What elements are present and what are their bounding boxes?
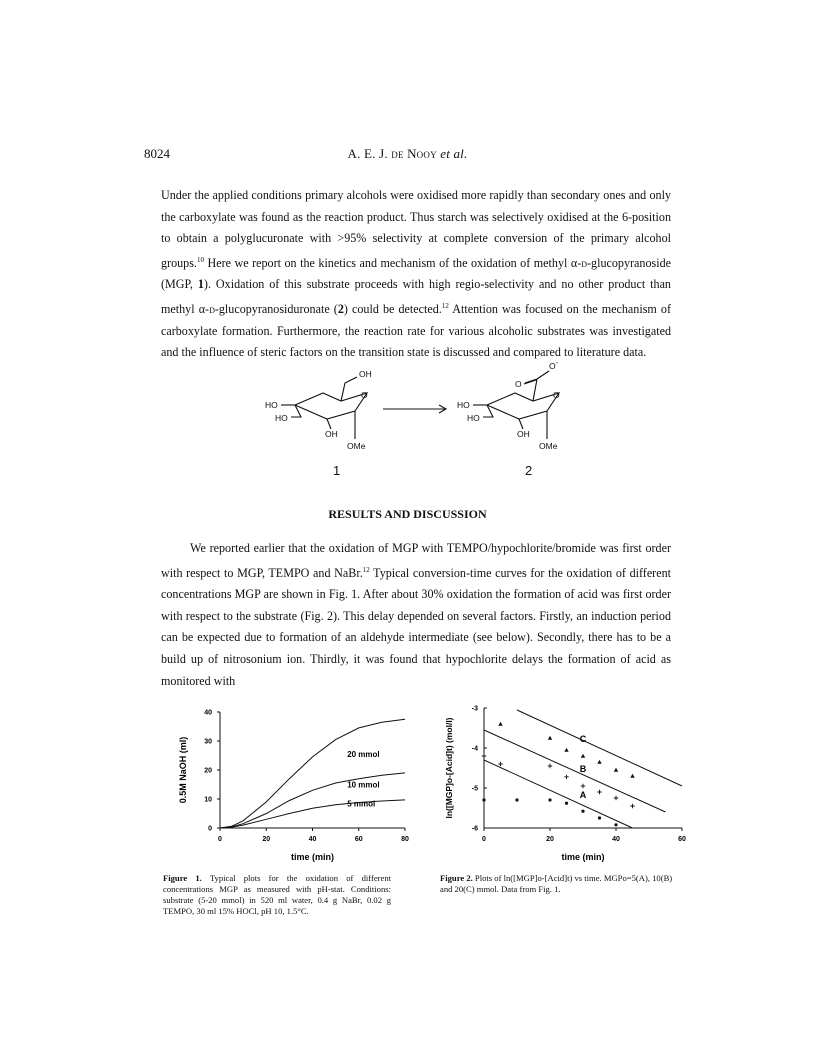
caption-label: Figure 1. — [163, 873, 202, 883]
data-point-C — [498, 722, 502, 726]
c1-oh-label: OH — [359, 369, 372, 379]
y-axis-label: ln([MGP]o-[Acid]t) (mol/l) — [444, 717, 454, 819]
x-tick-label: 60 — [678, 836, 686, 843]
data-point-B — [614, 796, 618, 800]
citation: 12 — [441, 302, 449, 310]
data-point-C — [614, 768, 618, 772]
compound-1-structure — [281, 377, 446, 439]
compound-2-label: 2 — [525, 463, 533, 478]
data-point-B — [581, 784, 585, 788]
intro-text: ). Oxidation of this substrate proceeds with high regio-selectivity and no other product than methyl α- — [161, 277, 671, 317]
x-tick-label: 20 — [546, 836, 554, 843]
data-point-B — [597, 790, 601, 794]
series-label: A — [579, 790, 587, 800]
data-point-A — [482, 798, 485, 801]
c2-o-label: O — [553, 390, 560, 400]
c1-o-label: O — [361, 390, 368, 400]
c2-ho1-label: HO — [457, 400, 470, 410]
x-tick-label: 80 — [401, 836, 409, 843]
c2-oh2-label: OH — [517, 429, 530, 439]
section-heading: RESULTS AND DISCUSSION — [328, 507, 487, 521]
intro-text: d — [581, 255, 588, 270]
figure-2-chart — [430, 700, 700, 870]
data-point-A — [614, 823, 617, 826]
compound-ref: 1 — [197, 277, 204, 292]
data-point-A — [565, 802, 568, 805]
compound-ref: 2 — [337, 302, 344, 317]
header-authors-sc: de Nooy — [391, 146, 437, 161]
intro-text: Attention was focused on the mechanism of carboxylate formation. Furthermore, the reaction rate for various alcoholic substrates was investigated and the influence of steric factors on the transition state is discussed and compared to literature data. — [161, 302, 672, 360]
c2-ho2-label: HO — [467, 413, 480, 423]
data-point-C — [597, 760, 601, 764]
figure-1-chart — [160, 700, 420, 870]
reaction-scheme — [255, 353, 585, 488]
series-label: B — [579, 764, 587, 774]
intro-text: ) could be detected. — [343, 302, 442, 317]
data-point-C — [548, 736, 552, 740]
x-tick-label: 0 — [482, 836, 486, 843]
c2-ome-label: OMe — [539, 441, 558, 451]
data-point-B — [548, 764, 552, 768]
c1-ho1-label: HO — [265, 400, 278, 410]
intro-text: d — [209, 302, 215, 317]
x-axis-label: time (min) — [561, 852, 605, 862]
data-point-A — [548, 798, 551, 801]
data-point-C — [564, 748, 568, 752]
y-tick-label: -3 — [471, 705, 478, 713]
c2-o-minus-label: - — [556, 360, 559, 367]
figure-2-caption — [440, 873, 680, 895]
data-point-B — [564, 775, 568, 779]
data-point-C — [630, 774, 634, 778]
series-label: C — [579, 734, 587, 744]
data-point-C — [581, 754, 585, 758]
c2-o-top-label: O — [549, 361, 556, 371]
results-paragraph — [161, 538, 671, 692]
y-tick-label: 20 — [204, 767, 212, 775]
y-tick-label: 40 — [204, 709, 212, 717]
data-point-B — [630, 804, 634, 808]
running-header — [0, 146, 815, 162]
x-tick-label: 20 — [262, 836, 271, 843]
caption-text: Typical plots for the oxidation of different concentrations MGP as measured with pH-stat. Conditions: substrate (5-20 mmol) in 520 ml water, 0.4 g NaBr, 0.02 g TEMPO, 30 ml 15% HOCl, pH 10, 1.5°C. — [163, 873, 392, 916]
y-tick-label: 10 — [204, 796, 212, 804]
data-point-B — [482, 754, 486, 758]
x-tick-label: 60 — [354, 836, 363, 843]
fit-line-B — [484, 730, 666, 812]
x-tick-label: 40 — [612, 836, 620, 843]
data-point-A — [515, 798, 518, 801]
y-tick-label: 0 — [208, 825, 212, 833]
y-tick-label: -5 — [471, 785, 478, 793]
compound-1-label: 1 — [333, 463, 341, 478]
x-axis-label: time (min) — [290, 852, 335, 862]
header-et-al: et al. — [436, 146, 468, 161]
header-authors-prefix: A. E. J. — [347, 146, 392, 161]
y-tick-label: -4 — [471, 745, 478, 753]
x-tick-label: 40 — [308, 836, 317, 843]
series-label: 20 mmol — [347, 749, 380, 759]
page-number: 8024 — [144, 146, 170, 161]
fit-line-C — [517, 710, 682, 786]
series-line-20-mmol — [220, 719, 405, 828]
series-label: 5 mmol — [347, 799, 376, 809]
results-text: We reported earlier that the oxidation of MGP with TEMPO/hypochlorite/bromide was first order with respect to MGP, TEMPO and NaBr. — [161, 541, 671, 580]
y-axis-label: 0.5M NaOH (ml) — [178, 736, 188, 804]
citation: 10 — [196, 255, 204, 264]
fit-line-A — [484, 760, 633, 828]
c2-o-carbonyl-label: O — [515, 379, 522, 389]
data-point-B — [498, 762, 502, 766]
data-point-A — [581, 810, 584, 813]
caption-label: Figure 2. — [440, 873, 473, 883]
y-tick-label: 30 — [204, 738, 212, 746]
caption-text: Plots of ln([MGP]o-[Acid]t) vs time. MGPo=5(A), 10(B) and 20(C) mmol. Data from Fig. 1. — [440, 873, 673, 894]
data-point-A — [598, 816, 601, 819]
citation: 12 — [362, 565, 370, 574]
series-label: 10 mmol — [347, 780, 380, 790]
intro-paragraph — [161, 185, 671, 364]
intro-text: -glucopyranoside (MGP, — [161, 255, 671, 292]
c1-ome-label: OMe — [347, 441, 366, 451]
c1-ho2-label: HO — [275, 413, 288, 423]
y-tick-label: -6 — [471, 825, 478, 833]
c1-oh2-label: OH — [325, 429, 338, 439]
figure-1-caption — [163, 873, 391, 917]
intro-text: Here we report on the kinetics and mechanism of the oxidation of methyl α- — [203, 255, 582, 270]
x-tick-label: 0 — [218, 836, 222, 843]
results-text: Typical conversion-time curves for the oxidation of different concentrations MGP are shown in Fig. 1. After about 30% oxidation the formation of acid was first order with respect to the substrate (Fig. 2). This delay depended on several factors. Firstly, an induction period can be expected due to formation of an aldehyde intermediate (see below). Secondly, there has to be a build up of nitrosonium ion. Thirdly, it was found that hypochlorite delays the formation of acid as monitored with — [161, 565, 671, 688]
intro-text: -glucopyranosiduronate ( — [214, 302, 338, 317]
series-line-5-mmol — [220, 800, 405, 828]
intro-text: Under the applied conditions primary alcohols were oxidised more rapidly than secondary ones and only the carboxylate was found as the reaction product. Thus starch was selectively oxidised at the 6-position to obtain a polyglucuronate with >95% selectivity at complete conversion of the primary alcohol groups. — [161, 188, 671, 270]
